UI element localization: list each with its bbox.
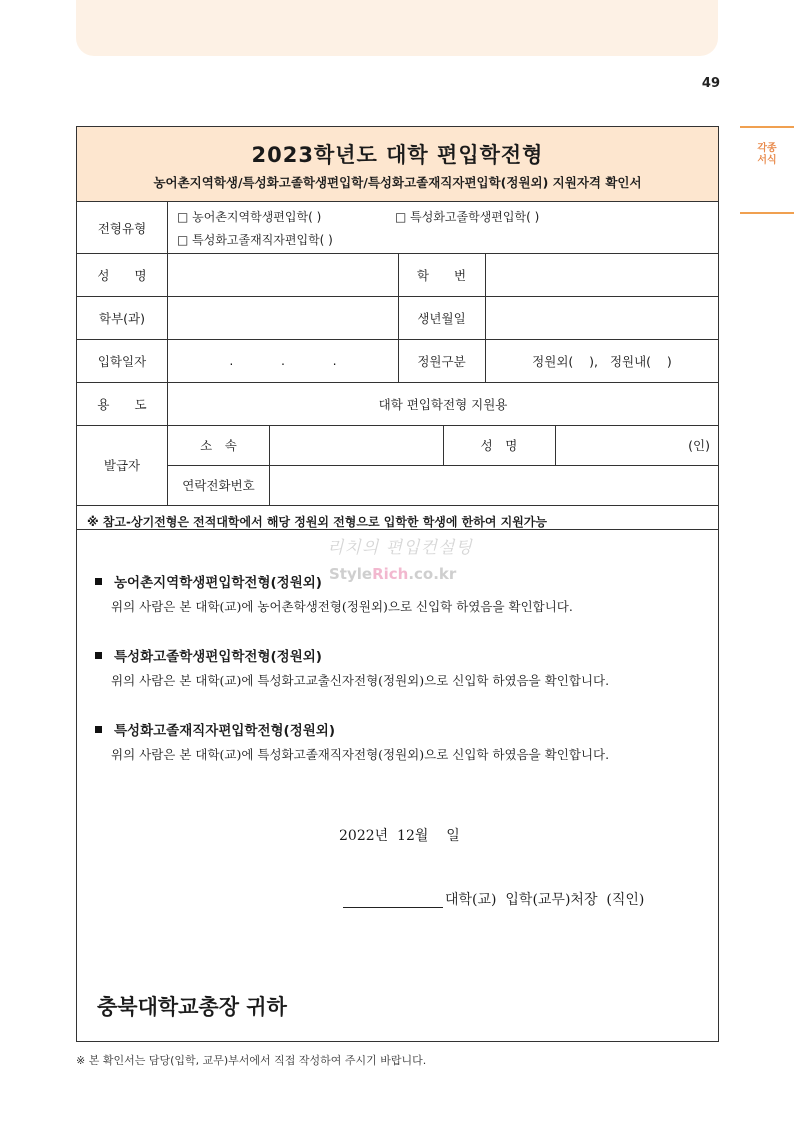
affiliation-label: 소 속 [200,438,237,453]
seal-mark: (인) [688,438,710,453]
type-label: 전형유형 [97,220,147,236]
bullet-square-icon [95,726,102,733]
section-heading-rural: 농어촌지역학생편입학전형(정원외) [95,571,322,591]
student-id-field[interactable] [486,254,718,296]
admission-date-label: 입학일자 [97,353,147,369]
watermark-url: StyleRich.co.kr [329,565,457,583]
dept-label: 학부(과) [99,310,145,326]
name-field[interactable] [168,254,397,296]
phone-field[interactable] [270,466,718,505]
quota-field[interactable]: 정원외( ), 정원내( ) [532,353,672,369]
student-id-label: 학 번 [416,267,467,283]
side-tab-label: 각종서식 [757,143,777,166]
top-decorative-band [76,0,718,56]
side-tab-top-line [740,126,794,128]
form-header [77,127,718,202]
footnote: ※ 본 확인서는 담당(입학, 교무)부서에서 직접 작성하여 주시기 바랍니다. [76,1054,427,1067]
signature-blank-line[interactable] [343,907,443,908]
row-line [77,505,718,506]
birth-field[interactable] [486,297,718,339]
issue-date: 2022년 12월 일 [339,828,460,844]
section-body-vocational-worker: 위의 사람은 본 대학(교)에 특성화고졸재직자전형(정원외)으로 신입학 하였음을 확인합니다. [111,747,610,762]
page-number: 49 [701,76,720,91]
side-tab-bottom-line [740,212,794,214]
bullet-square-icon [95,578,102,585]
section-body-rural: 위의 사람은 본 대학(교)에 농어촌학생전형(정원외)으로 신입학 하였음을 확인합니다. [111,599,573,614]
dept-field[interactable] [168,297,397,339]
name-label: 성 명 [97,267,147,283]
admission-date-field[interactable]: . . . [229,353,337,368]
purpose-value: 대학 편입학전형 지원용 [378,396,508,412]
confirmation-form [76,126,719,1042]
phone-label: 연락전화번호 [182,478,255,493]
addressee: 충북대학교총장 귀하 [97,995,287,1019]
issuer-name-label: 성 명 [480,438,518,453]
section-heading-vocational-student: 특성화고졸학생편입학전형(정원외) [95,645,322,665]
quota-label: 정원구분 [417,353,466,369]
bullet-square-icon [95,652,102,659]
section-heading-vocational-worker: 특성화고졸재직자편입학전형(정원외) [95,719,335,739]
form-subtitle: 농어촌지역학생/특성화고졸학생편입학/특성화고졸재직자편입학(정원외) 지원자격 확인서 [153,175,642,190]
form-title: 2023학년도 대학 편입학전형 [251,143,544,167]
watermark-text: 리치의 편입컨설팅 [327,538,473,558]
reference-note: ※ 참고-상기전형은 전적대학에서 해당 정원외 전형으로 입학한 학생에 한하여 지원가능 [87,515,547,529]
affiliation-field[interactable] [270,426,442,465]
checkbox-rural[interactable]: □ 농어촌지역학생편입학( ) [177,209,322,224]
checkbox-vocational-worker[interactable]: □ 특성화고졸재직자편입학( ) [177,232,333,247]
signature-text: 대학(교) 입학(교무)처장 (직인) [445,892,645,908]
birth-label: 생년월일 [417,310,466,326]
purpose-label: 용 도 [97,396,147,412]
checkbox-vocational-student[interactable]: □ 특성화고졸학생편입학( ) [395,209,540,224]
issuer-label: 발급자 [103,458,141,473]
section-body-vocational-student: 위의 사람은 본 대학(교)에 특성화고교출신자전형(정원외)으로 신입학 하였음을 확인합니다. [111,673,610,688]
